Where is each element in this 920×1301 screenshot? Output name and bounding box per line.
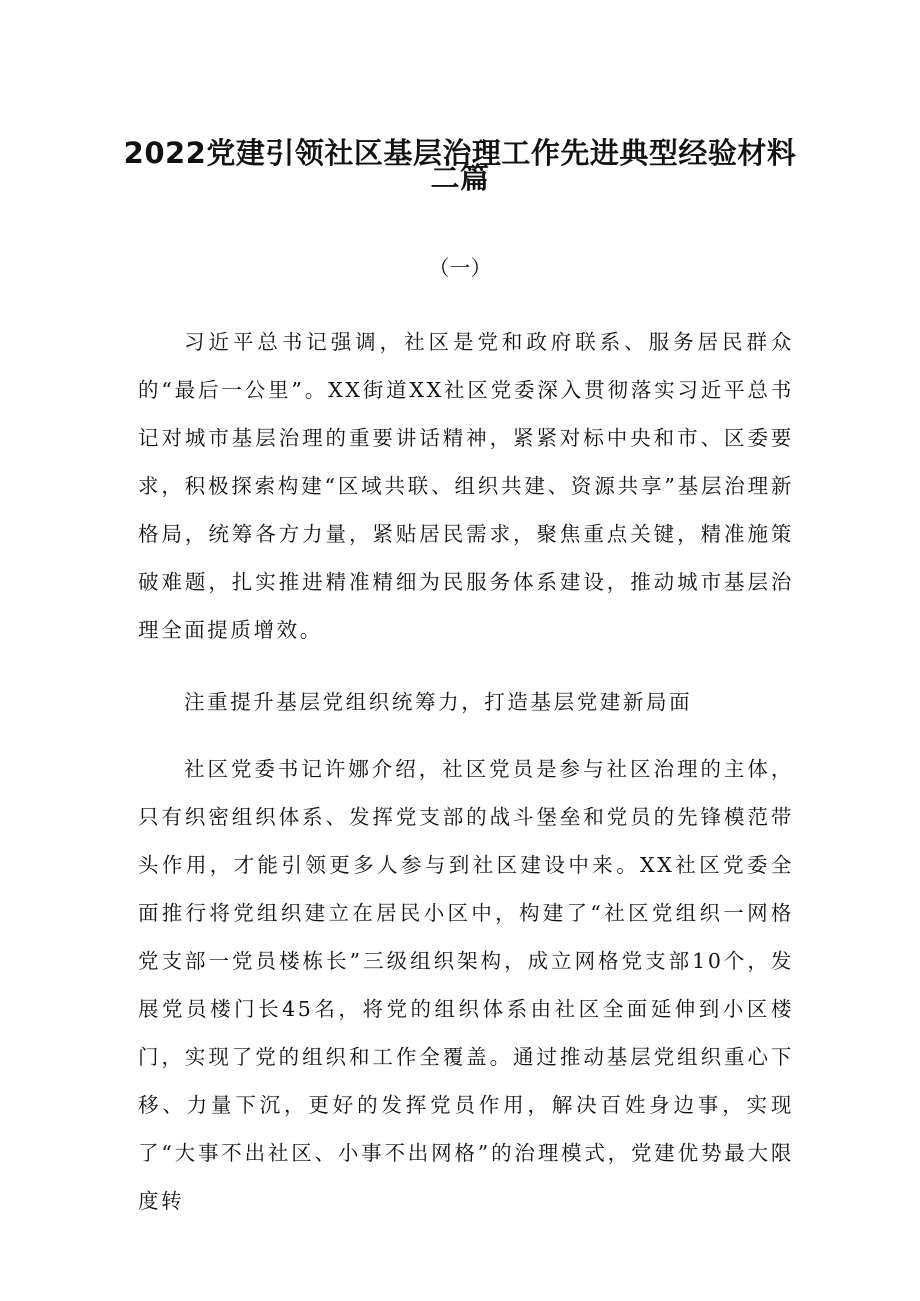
document-title-line-1: 2022党建引领社区基层治理工作先进典型经验材料 — [123, 136, 797, 170]
paragraph-intro: 习近平总书记强调，社区是党和政府联系、服务居民群众的“最后一公里”。XX街道XX社区党委深入贯彻落实习近平总书记对城市基层治理的重要讲话精神，紧紧对标中央和市、区委要求，积极探索构建“区域共联、组织共建、资源共享”基层治理新格局，统筹各方力量，紧贴居民需求，聚焦重点关键，精准施策破难题，扎实推进精准精细为民服务体系建设，推动城市基层治理全面提质增效。 — [138, 330, 794, 642]
paragraph-body: 社区党委书记许娜介绍，社区党员是参与社区治理的主体，只有织密组织体系、发挥党支部的战斗堡垒和党员的先锋模范带头作用，才能引领更多人参与到社区建设中来。XX社区党委全面推行将党组织建立在居民小区中，构建了“社区党组织一网格党支部一党员楼栋长”三级组织架构，成立网格党支部10个，发展党员楼门长45名，将党的组织体系由社区全面延伸到小区楼门，实现了党的组织和工作全覆盖。通过推动基层党组织重心下移、力量下沉，更好的发挥党员作用，解决百姓身边事，实现了“大事不出社区、小事不出网格”的治理模式，党建优势最大限度转 — [138, 757, 794, 1213]
section-number: （一） — [428, 256, 492, 280]
paragraph-subheading: 注重提升基层党组织统筹力，打造基层党建新局面 — [184, 690, 693, 714]
document-title-line-2: 二篇 — [430, 161, 490, 195]
